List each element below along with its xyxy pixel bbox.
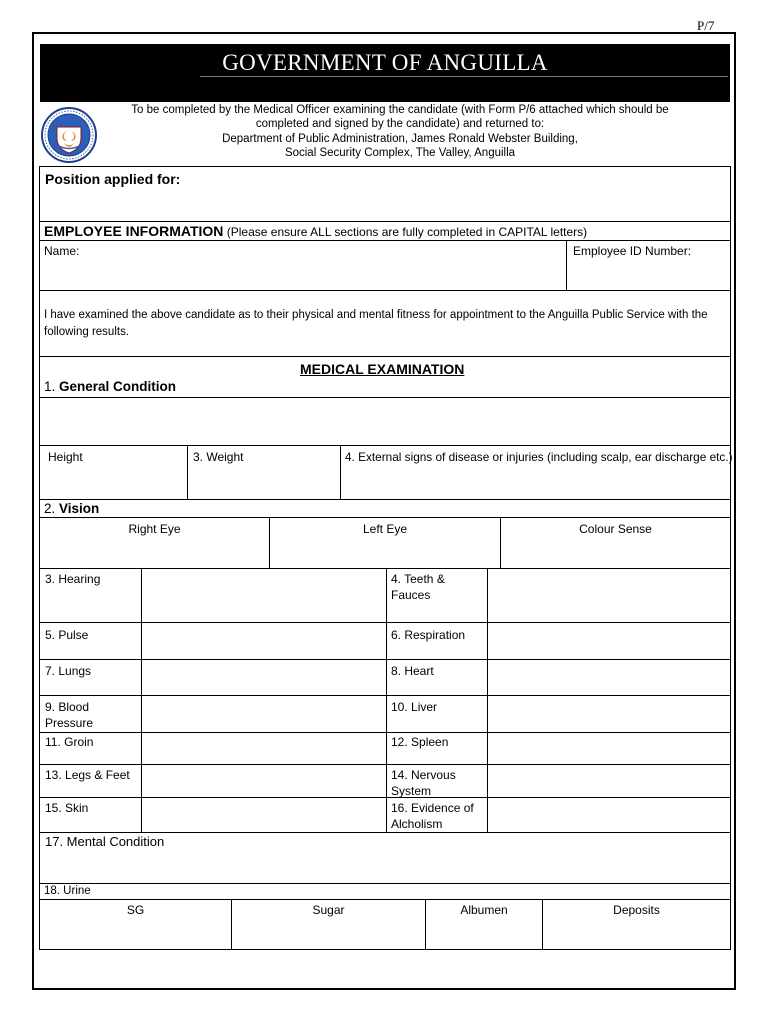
pulse-label: 5. Pulse [45, 628, 89, 642]
hearing-field[interactable] [142, 569, 385, 621]
weight-label: 3. Weight [193, 450, 244, 464]
rule-urine-top [40, 883, 731, 884]
rule-position-top [40, 166, 731, 167]
rule-urine-cells-top [40, 899, 731, 900]
albumen-label: Albumen [460, 903, 508, 917]
instructions-line: Department of Public Administration, James Ronald Webster Building, [222, 132, 578, 145]
skin-label: 15. Skin [45, 801, 89, 815]
instructions-line: To be completed by the Medical Officer examining the candidate (with Form P/6 attached which should be [131, 104, 669, 116]
albumen-field[interactable] [426, 918, 541, 948]
mental-condition-field[interactable] [40, 852, 730, 882]
nervous-system-label: 14. Nervous System [391, 768, 456, 798]
rule-table-right [730, 166, 731, 950]
mental-condition-label: 17. Mental Condition [45, 834, 165, 849]
deposits-label: Deposits [613, 903, 660, 917]
nervous-system-field[interactable] [488, 765, 729, 796]
rule-vision-title-top [40, 499, 731, 500]
rule-statement-top [40, 290, 731, 291]
position-applied-label: Position applied for: [45, 171, 181, 187]
sg-label: SG [126, 903, 145, 917]
respiration-label: 6. Respiration [391, 628, 466, 642]
legs-feet-field[interactable] [142, 765, 385, 796]
rule-height-top [40, 445, 731, 446]
rule-vision-top [40, 517, 731, 518]
rule-mental-top [40, 832, 731, 833]
instructions-line: completed and signed by the candidate) and returned to: [255, 118, 545, 131]
rule-exam-top [40, 356, 731, 357]
medical-examination-heading: MEDICAL EXAMINATION [300, 361, 465, 377]
weight-field[interactable] [188, 466, 339, 498]
employee-info-title: EMPLOYEE INFORMATION [44, 223, 224, 239]
examination-statement: I have examined the above candidate as to their physical and mental fitness for appointment to the Anguilla Public Service with the following results. [44, 309, 708, 338]
lungs-label: 7. Lungs [45, 664, 92, 678]
instructions-line: Social Security Complex, The Valley, Anguilla [284, 146, 516, 159]
name-label: Name: [44, 244, 80, 258]
employee-id-field[interactable] [567, 258, 729, 289]
alcoholism-label: 16. Evidence of Alcholism [391, 801, 474, 831]
urine-label: 18. Urine [44, 885, 91, 897]
groin-field[interactable] [142, 733, 385, 763]
liver-label: 10. Liver [391, 700, 438, 714]
rule-employee-top [40, 221, 731, 222]
deposits-field[interactable] [543, 918, 729, 948]
teeth-fauces-label: 4. Teeth & Fauces [391, 572, 445, 602]
form-reference: P/7 [697, 18, 715, 33]
external-signs-field[interactable] [341, 466, 729, 498]
sugar-label: Sugar [312, 903, 345, 917]
height-field[interactable] [40, 466, 186, 498]
sugar-field[interactable] [232, 918, 424, 948]
form-title: GOVERNMENT OF ANGUILLA [222, 50, 548, 75]
spleen-label: 12. Spleen [391, 735, 449, 749]
instructions [110, 103, 690, 160]
name-field[interactable] [40, 258, 565, 289]
employee-id-label: Employee ID Number: [573, 244, 692, 258]
vision-title: Vision [59, 501, 100, 516]
blood-pressure-label: 9. Blood Pressure [45, 700, 94, 730]
pulse-field[interactable] [142, 623, 385, 658]
height-label: Height [48, 450, 83, 464]
hearing-label: 3. Hearing [45, 572, 101, 586]
respiration-field[interactable] [488, 623, 729, 658]
employee-info-heading [44, 223, 587, 240]
vision-number: 2. [44, 501, 60, 516]
anguilla-government-seal-icon [40, 105, 98, 165]
rule-exam-right-label [386, 568, 387, 832]
rule-urine-bottom [40, 949, 731, 950]
position-applied-field[interactable] [230, 170, 725, 218]
legs-feet-label: 13. Legs & Feet [45, 768, 130, 782]
liver-field[interactable] [488, 696, 729, 731]
rule-name-top [40, 240, 731, 241]
blood-pressure-field[interactable] [142, 696, 385, 731]
vision-label [44, 501, 99, 517]
external-signs-label: 4. External signs of disease or injuries (including scalp, ear discharge etc.) [345, 450, 733, 464]
sg-field[interactable] [40, 918, 230, 948]
left-eye-label: Left Eye [362, 522, 408, 536]
heart-label: 8. Heart [391, 664, 434, 678]
teeth-fauces-field[interactable] [488, 569, 729, 621]
lungs-field[interactable] [142, 660, 385, 694]
alcoholism-field[interactable] [488, 798, 729, 831]
spleen-field[interactable] [488, 733, 729, 763]
colour-sense-label: Colour Sense [579, 522, 652, 536]
title-underline [200, 76, 728, 77]
groin-label: 11. Groin [45, 735, 94, 749]
general-condition-title: General Condition [59, 379, 177, 394]
right-eye-label: Right Eye [128, 522, 181, 536]
skin-field[interactable] [142, 798, 385, 831]
heart-field[interactable] [488, 660, 729, 694]
general-condition-number: 1. [44, 379, 60, 394]
general-condition-field[interactable] [40, 398, 730, 444]
employee-info-note: (Please ensure ALL sections are fully completed in CAPITAL letters) [223, 225, 588, 239]
general-condition-label [44, 378, 176, 396]
